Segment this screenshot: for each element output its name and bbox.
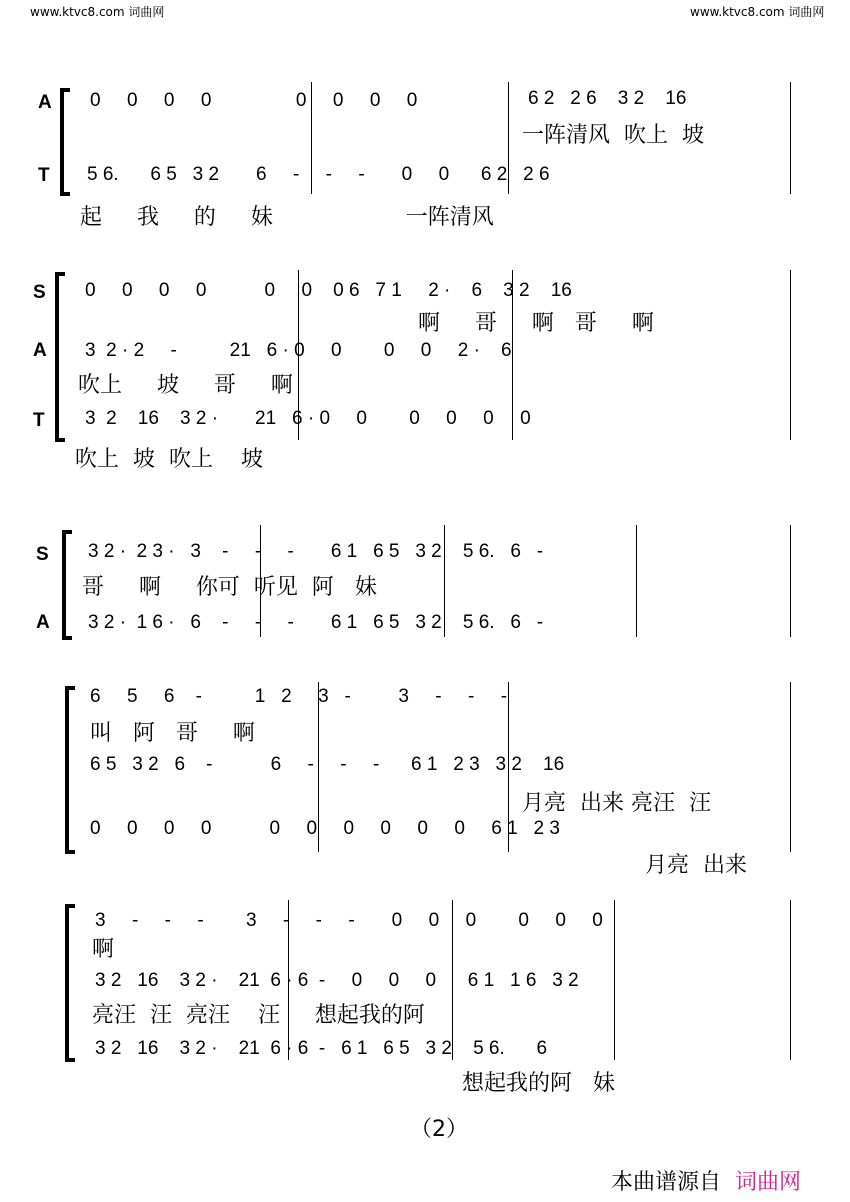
lyrics-row: 啊 哥 啊 哥 啊 <box>418 311 654 336</box>
footer <box>611 1165 801 1196</box>
notes-row: 0 0 0 0 0 0 0 6 7 1 2 · 6 3 2 16 <box>85 280 572 301</box>
notes-row: 5 6. 6 5 3 2 6 - - - 0 0 6 2 2 6 <box>87 164 550 185</box>
system-brace <box>65 904 75 1062</box>
notes-row: 6 2 2 6 3 2 16 <box>528 88 687 109</box>
lyrics-row: 吹上 坡 哥 啊 <box>78 373 293 398</box>
barline <box>790 82 791 194</box>
notes-row: 0 0 0 0 0 0 0 0 0 0 6 1 2 3 <box>90 818 560 839</box>
lyrics-row: 哥 啊 你可 听见 阿 妹 <box>82 575 377 600</box>
lyrics-row: 亮汪 汪 亮汪 汪 想起我的阿 <box>92 1003 425 1028</box>
voice-label-a: A <box>33 340 47 361</box>
notes-row: 3 2 16 3 2 · 21 6 · 0 0 0 0 0 0 <box>85 408 531 429</box>
lyrics-row: 吹上 坡 吹上 坡 <box>75 447 263 472</box>
barline <box>790 525 791 637</box>
barline <box>614 900 615 1060</box>
system-brace <box>55 272 65 442</box>
barline <box>790 900 791 1060</box>
header-left[interactable]: www.ktvc8.com 词曲网 <box>30 5 165 19</box>
footer-brand[interactable]: 词曲网 <box>735 1170 802 1195</box>
page-number: （2） <box>410 1117 468 1142</box>
footer-text: 本曲谱源自 <box>611 1170 722 1195</box>
lyrics-row: 想起我的阿 妹 <box>462 1071 615 1096</box>
notes-row: 3 2 · 1 6 · 6 - - - 6 1 6 5 3 2 5 6. 6 - <box>88 612 544 633</box>
voice-label-s: S <box>36 544 49 565</box>
barline <box>790 270 791 440</box>
notes-row: 3 2 16 3 2 · 21 6 · 6 - 6 1 6 5 3 2 5 6. 6 <box>95 1038 548 1059</box>
barline <box>636 525 637 637</box>
notes-row: 6 5 3 2 6 - 6 - - - 6 1 2 3 3 2 16 <box>90 754 565 775</box>
system-brace <box>65 686 75 854</box>
notes-row: 3 2 16 3 2 · 21 6 · 6 - 0 0 0 6 1 1 6 3 2 <box>95 970 579 991</box>
lyrics-row: 啊 <box>92 937 115 962</box>
notes-row: 3 - - - 3 - - - 0 0 0 0 0 0 <box>95 910 603 931</box>
voice-label-t: T <box>38 165 50 186</box>
lyrics-row: 月亮 出来 <box>645 853 747 878</box>
header-right[interactable]: www.ktvc8.com 词曲网 <box>690 5 825 19</box>
lyrics-row: 起 我 的 妹 一阵清风 <box>80 205 494 230</box>
system-brace <box>60 88 70 196</box>
lyrics-row: 叫 阿 哥 啊 <box>90 721 255 746</box>
barline <box>790 682 791 852</box>
voice-label-a: A <box>36 612 50 633</box>
voice-label-t: T <box>33 410 45 431</box>
system-brace <box>62 530 72 640</box>
voice-label-s: S <box>33 282 46 303</box>
voice-label-a: A <box>38 92 52 113</box>
notes-row: 0 0 0 0 0 0 0 0 <box>90 90 418 111</box>
lyrics-row: 月亮 出来 亮汪 汪 <box>522 791 711 816</box>
lyrics-row: 一阵清风 吹上 坡 <box>522 123 704 148</box>
notes-row: 3 2 · 2 3 · 3 - - - 6 1 6 5 3 2 5 6. 6 - <box>88 541 544 562</box>
notes-row: 6 5 6 - 1 2 3 - 3 - - - <box>90 686 508 707</box>
notes-row: 3 2 · 2 - 21 6 · 0 0 0 0 2 · 6 <box>85 340 512 361</box>
